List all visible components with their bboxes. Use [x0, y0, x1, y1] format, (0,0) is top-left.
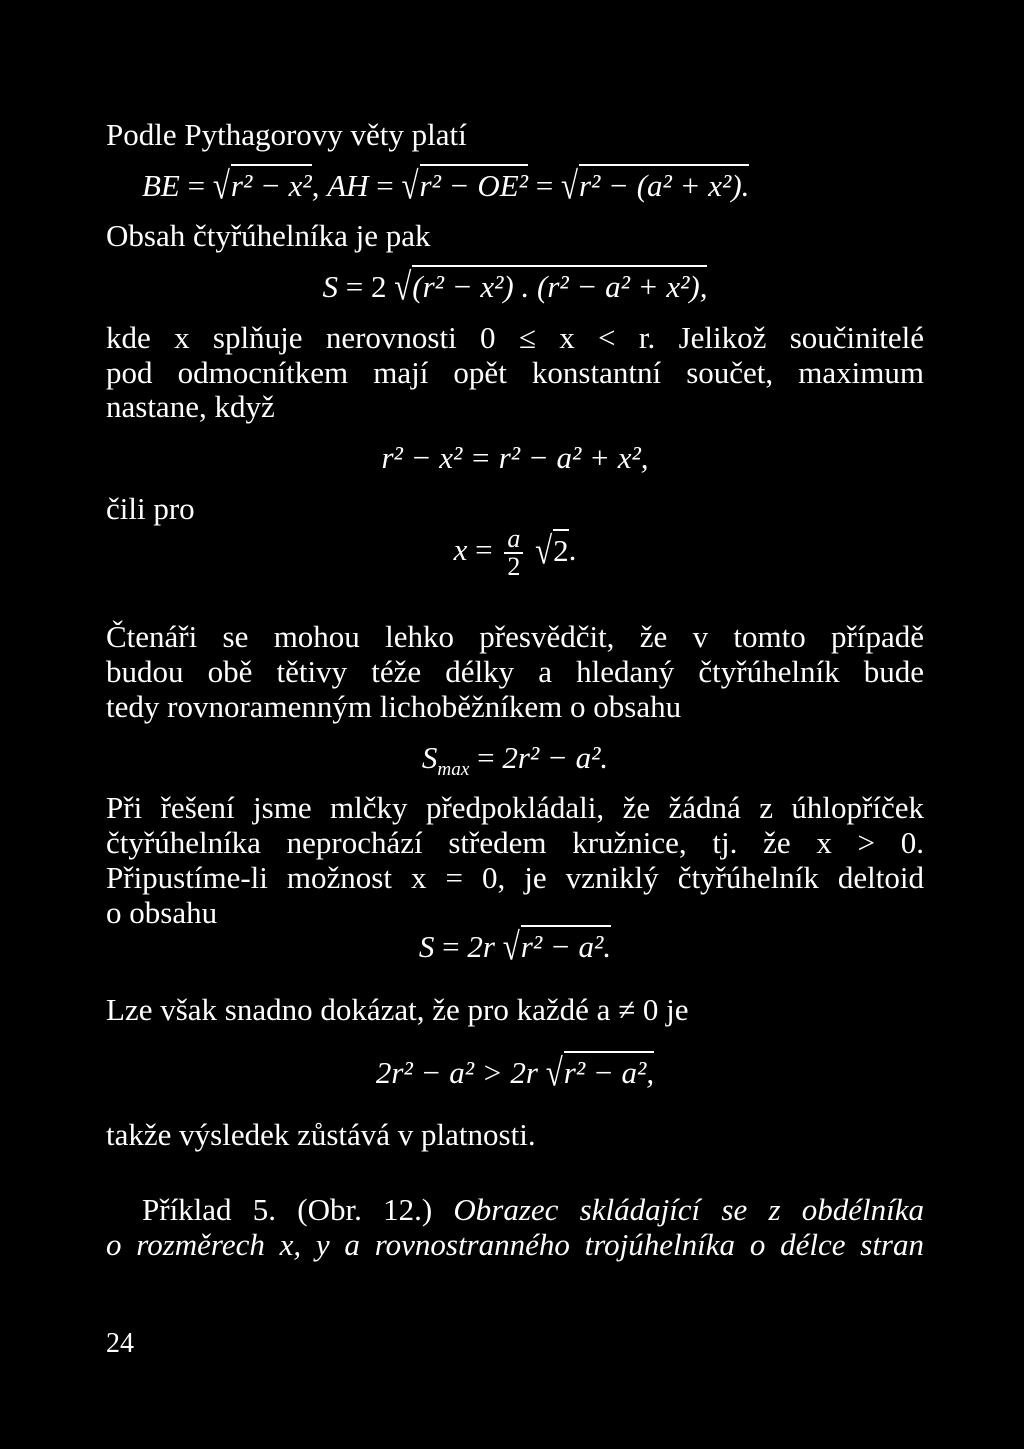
para2-line-3: tedy rovnoramenným lichoběžníkem o obsahu	[106, 688, 682, 724]
equation-smax: $S_{max} = 2r^2 - a^2$.	[421, 739, 609, 780]
para3-line-1: Při řešení jsme mlčky předpokládali, že žádná z úhlopříček	[106, 790, 924, 826]
para3-line-3: Připustíme-li možnost x = 0, je vzniklý čtyřúhelník deltoid	[106, 859, 924, 895]
paragraph-assumption	[106, 791, 924, 930]
eq6-radical: √r² − a².	[502, 924, 612, 969]
example-label: Příklad 5. (Obr. 12.)	[142, 1192, 433, 1228]
example-text-1: Obrazec skládající se z obdélníka	[453, 1192, 924, 1228]
cili-row	[106, 492, 924, 527]
para1-line-2: pod odmocnítkem mají opět konstantní součet, maximum	[106, 354, 924, 390]
page-number: 24	[106, 1328, 134, 1359]
eq1-rhs2: r² − (a² + x²).	[579, 164, 749, 203]
paragraph-proof: Lze však snadno dokázat, že pro každé a ≠ 0 je	[106, 991, 689, 1027]
paragraph-inequality	[106, 321, 924, 425]
cili-label: čili pro	[106, 490, 195, 526]
eq4-denominator: 2	[507, 552, 521, 582]
eq5-lhs: S	[421, 739, 438, 775]
eq1-radical-2: √r² − OE²	[401, 163, 528, 207]
eq7-radical: √r² − a²,	[545, 1050, 655, 1094]
eq1-rhs1: r² − x²	[231, 164, 312, 203]
eq2-lhs: S	[322, 269, 339, 305]
area-intro-text: Obsah čtyřúhelníka je pak	[106, 218, 431, 254]
paragraph-conclusion: takže výsledek zůstává v platnosti.	[106, 1117, 536, 1153]
eq7-radicand: r² − a²,	[564, 1051, 654, 1090]
eq2-radical: √(r² − x²) . (r² − a² + x²),	[394, 264, 708, 309]
para1-line-1: kde x splňuje nerovnosti 0 ≤ x < r. Jelikož součinitelé	[106, 319, 924, 355]
para2-line-1: Čtenáři se mohou lehko přesvědčit, že v tomto případě	[106, 619, 924, 655]
eq1-lhs2: AH	[327, 167, 369, 203]
eq1-radical-3: √r² − (a² + x²).	[560, 163, 750, 207]
eq5-sub: max	[437, 758, 470, 780]
example-line-2	[106, 1228, 924, 1263]
eq4-fraction	[504, 526, 523, 580]
para1-line-3: nastane, když	[106, 389, 275, 425]
eq4-radical: √2	[535, 527, 569, 572]
para3-line-2: čtyřúhelníka neprochází středem kružnice, tj. že x > 0.	[106, 825, 924, 861]
eq4-lhs: x	[453, 532, 468, 568]
equation-x-value: x = $\frac{a}{2}$ √2.	[453, 524, 577, 582]
equation-inequality	[106, 1050, 924, 1094]
equation-area: S = 2 √(r² − x²) . (r² − a² + x²),	[322, 264, 708, 309]
eq6-coef: 2r	[467, 929, 495, 965]
page-content	[106, 118, 924, 1263]
equation-pythagoras: BE = √r² − x², AH = √r² − OE² = √r² − (a² + x²).	[142, 163, 750, 207]
eq4-radicand: 2	[553, 529, 569, 568]
example-5	[106, 1193, 924, 1262]
eq2-coef: 2	[371, 269, 387, 305]
para3-line-4: o obsahu	[106, 894, 218, 930]
equation-condition: r² − x² = r² − a² + x²,	[381, 440, 649, 476]
eq5-rhs: 2r² − a².	[502, 739, 609, 775]
eq4-tail: .	[568, 532, 577, 568]
para2-line-2: budou obě tětivy téže délky a hledaný čtyřúhelník bude	[106, 654, 924, 690]
paragraph-trapezoid	[106, 620, 924, 724]
example-line-1	[106, 1193, 924, 1228]
eq1-radical-1: √r² − x²	[212, 163, 312, 207]
eq1-lhs1: BE	[142, 167, 180, 203]
equation-deltoid: S = 2r √r² − a².	[418, 924, 612, 969]
eq6-lhs: S	[418, 929, 435, 965]
intro-text: Podle Pythagorovy věty platí	[106, 117, 467, 152]
eq2-radicand: (r² − x²) . (r² − a² + x²),	[412, 265, 707, 304]
eq4-numerator: a	[504, 526, 523, 554]
eq7-lhs: 2r² − a² > 2r	[375, 1054, 538, 1090]
eq1-mid: r² − OE²	[420, 164, 528, 203]
example-text-2: o rozměrech x, y a rovnostranného trojúhelníka o délce stran	[106, 1226, 924, 1262]
eq6-radicand: r² − a².	[521, 925, 611, 964]
